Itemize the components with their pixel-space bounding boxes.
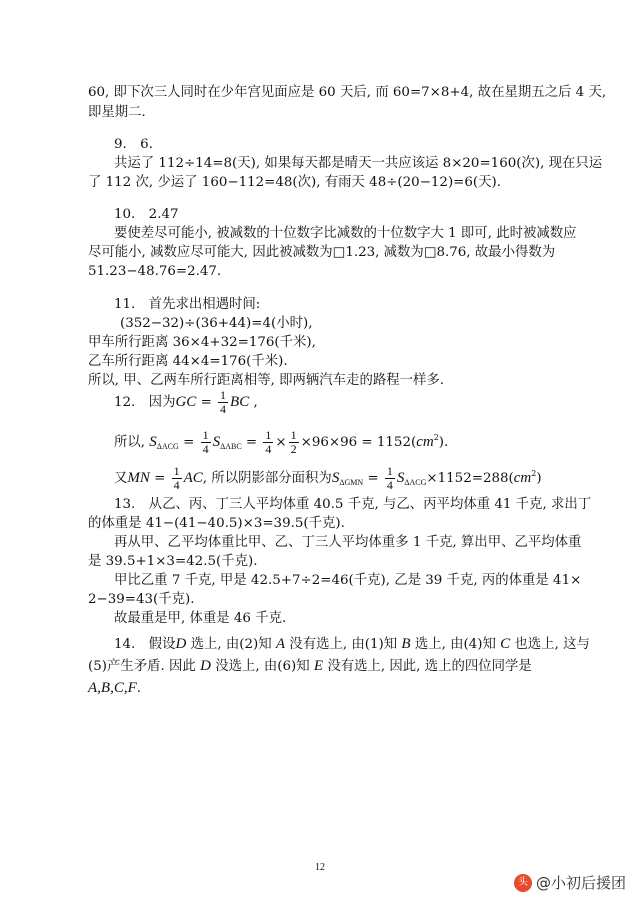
q13-line-3: 再从甲、乙平均体重比甲、乙、丁三人平均体重多 1 千克, 算出甲、乙平均体重	[114, 535, 582, 550]
q12-frac-half: $\frac{1}{2}$	[290, 428, 297, 456]
q11-line-4: 所以, 甲、乙两车所行距离相等, 即两辆汽车走的路程一样多.	[88, 373, 445, 388]
q13-line-4: 是 39.5+1×3=42.5(千克).	[88, 554, 258, 569]
toutiao-logo-icon: 头条	[514, 874, 532, 892]
q13-line-7: 故最重是甲, 体重是 46 千克.	[114, 611, 287, 626]
q12-line-2: 所以, $S_{\Delta ACG}$ = $\frac{1}{4}$ $S_{\Delta ABC}$ = $\frac{1}{4}$ × $\frac{1}{2}$ $\times 96\times 96 = 1152(cm^2)$.	[114, 428, 449, 456]
q10-header: 10. 2.47	[114, 207, 179, 222]
q11-line-3: 乙车所行距离 44×4=176(千米).	[88, 354, 288, 369]
q9-line-2: 了 112 次, 少运了 160−112=48(次), 有雨天 48÷(20−12)=6(天).	[88, 175, 502, 190]
q12-frac-quarter-2: $\frac{1}{4}$	[202, 428, 209, 456]
q13-line-5: 甲比乙重 7 千克, 甲是 42.5+7÷2=46(千克), 乙是 39 千克, 丙的体重是 41×	[114, 573, 582, 588]
q10-line-2: 尽可能小, 减数应尽可能大, 因此被减数为□1.23, 减数为□8.76, 故最小得数为	[88, 245, 556, 260]
q8-line-2: 即星期二.	[88, 105, 146, 120]
q10-line-1: 要使差尽可能小, 被减数的十位数字比减数的十位数字大 1 即可, 此时被减数应	[114, 226, 577, 241]
watermark	[514, 872, 626, 906]
q13-line-6: 2−39=43(千克).	[88, 592, 195, 607]
q12-frac-quarter-3: $\frac{1}{4}$	[265, 428, 272, 456]
q12-gc: GC	[175, 394, 197, 410]
q12-frac-quarter-4: $\frac{1}{4}$	[173, 464, 180, 492]
q11-line-1: (352−32)÷(36+44)=4(小时),	[120, 316, 313, 331]
q13-line-2: 的体重是 41−(41−40.5)×3=39.5(千克).	[88, 516, 345, 531]
q13-line-1: 13. 从乙、丙、丁三人平均体重 40.5 千克, 与乙、丙平均体重 41 千克, 求出丁	[114, 497, 592, 512]
q10-line-3: 51.23−48.76=2.47.	[88, 264, 222, 279]
q11-header: 11. 首先求出相遇时间:	[114, 297, 261, 312]
watermark-text: @小初后援团	[535, 874, 626, 892]
q12-line-1: 12. 因为GC = $\frac{1}{4}$ BC ,	[114, 388, 258, 416]
q8-line-1: 60, 即下次三人同时在少年宫见面应是 60 天后, 而 60=7×8+4, 故在星期五之后 4 天,	[88, 85, 607, 100]
q14-line-1: 14. 假设D 选上, 由(2)知 A 没有选上, 由(1)知 B 选上, 由(4)知 C 也选上, 这与	[114, 636, 590, 652]
q12-frac-quarter-5: $\frac{1}{4}$	[386, 464, 393, 492]
q14-line-2: (5)产生矛盾. 因此 D 没选上, 由(6)知 E 没有选上, 因此, 选上的四位同学是	[88, 658, 532, 674]
q12-prefix: 12. 因为	[114, 395, 176, 410]
q9-line-1: 共运了 112÷14=8(天), 如果每天都是晴天一共应该运 8×20=160(次), 现在只运	[114, 156, 603, 171]
q9-header: 9. 6.	[114, 137, 153, 152]
q11-line-2: 甲车所行距离 36×4+32=176(千米),	[88, 335, 316, 350]
q12-eq: =	[196, 395, 217, 410]
q12-bc: BC	[230, 394, 250, 410]
q14-line-3: A,B,C,F.	[88, 680, 142, 696]
q12-frac-quarter: $\frac{1}{4}$	[220, 388, 227, 416]
page-number: 12	[315, 862, 325, 873]
q12-line-3: 又MN = $\frac{1}{4}$ AC, 所以阴影部分面积为$S_{\Delta GMN}$ = $\frac{1}{4}$ $S_{\Delta ACG}\times 1152=288(cm^2)$	[114, 464, 542, 492]
